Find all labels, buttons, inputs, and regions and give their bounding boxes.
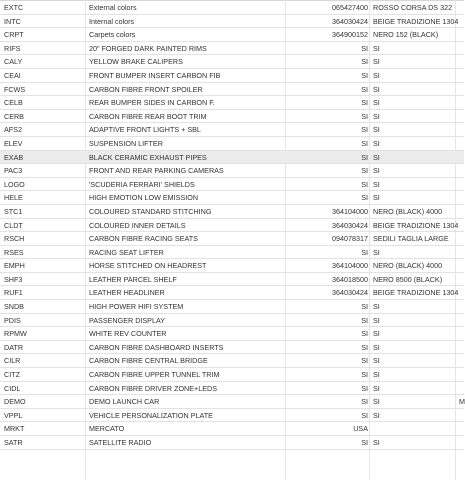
description-cell: SATELLITE RADIO [89,438,152,447]
value-code-cell: 364030424 [332,220,368,230]
table-row[interactable] [0,178,464,192]
description-cell: COLOURED STANDARD STITCHING [89,206,212,216]
value-text-cell: BEIGE TRADIZIONE 1304 [373,288,459,298]
table-body [0,1,464,450]
table-row[interactable] [0,246,464,260]
description-cell: FRONT BUMPER INSERT CARBON FIB [89,70,221,80]
table-row[interactable] [0,123,464,137]
option-code-cell: SNDB [4,302,24,312]
table-row[interactable] [0,42,464,56]
table-row[interactable] [0,164,464,178]
option-code-cell: PAC3 [4,166,23,176]
option-code-cell: STC1 [4,206,23,216]
table-row[interactable] [0,205,464,219]
option-code-cell: CELB [4,98,23,108]
option-code-cell: MRKT [4,424,25,434]
table-row[interactable] [0,55,464,69]
table-row[interactable] [0,382,464,396]
table-row[interactable] [0,273,464,287]
value-text-cell: SI [373,370,380,380]
option-code-cell: INTC [4,16,21,26]
value-code-cell: SI [361,247,368,257]
option-code-cell: SHF3 [4,274,23,284]
description-cell: 'SCUDERIA FERRARI' SHIELDS [89,179,195,189]
value-code-cell: SI [361,302,368,312]
description-cell: CARBON FIBRE UPPER TUNNEL TRIM [89,370,220,380]
value-text-cell: SI [373,397,380,407]
table-row[interactable] [0,422,464,436]
value-text-cell: SI [373,152,380,162]
value-code-cell: SI [361,166,368,176]
table-row[interactable] [0,341,464,355]
value-code-cell: SI [361,111,368,121]
option-code-cell: LOGO [4,179,25,189]
option-code-cell: CLDT [4,220,23,230]
option-code-cell: DEMO [4,397,26,407]
option-code-cell: VPPL [4,410,23,420]
table-row[interactable] [0,232,464,246]
description-cell: RACING SEAT LIFTER [89,247,164,257]
value-code-cell: 364018500 [332,274,368,284]
description-cell: CARBON FIBRE RACING SEATS [89,234,198,244]
table-row[interactable] [0,409,464,423]
description-cell: CARBON FIBRE DRIVER ZONE+LEDS [89,383,218,393]
description-cell: CARBON FIBRE CENTRAL BRIDGE [89,356,208,366]
value-text-cell: SI [373,356,380,366]
value-text-cell: SI [373,179,380,189]
value-text-cell: SI [373,247,380,257]
description-cell: LEATHER HEADLINER [89,288,165,298]
value-code-cell: SI [361,193,368,203]
value-code-cell: SI [361,57,368,67]
table-row[interactable] [0,219,464,233]
description-cell: HIGH POWER HIFI SYSTEM [89,302,184,312]
value-text-cell: SI [373,410,380,420]
value-text-cell: SI [373,342,380,352]
description-cell: Carpets colors [89,30,136,40]
value-text-cell: BEIGE TRADIZIONE 1304 [373,16,459,26]
value-code-cell: SI [361,329,368,339]
overflow-cell: M [459,397,465,407]
table-row[interactable] [0,69,464,83]
value-text-cell: SI [373,111,380,121]
table-row[interactable] [0,314,464,328]
option-code-cell: RIFS [4,43,21,53]
value-text-cell: NERO 152 (BLACK) [373,30,439,40]
table-row[interactable] [0,28,464,42]
table-row[interactable] [0,300,464,314]
value-text-cell: ROSSO CORSA DS 322 [373,3,453,12]
description-cell: LEATHER PARCEL SHELF [89,274,177,284]
value-code-cell: SI [361,383,368,393]
table-row[interactable] [0,137,464,151]
value-code-cell: SI [361,152,368,162]
description-cell: HIGH EMOTION LOW EMISSION [89,193,199,203]
option-code-cell: RSCH [4,234,25,244]
option-code-cell: CRPT [4,30,24,40]
option-code-cell: RSES [4,247,24,257]
value-text-cell: SI [373,166,380,176]
value-text-cell: SI [373,98,380,108]
table-row[interactable] [0,151,464,165]
description-cell: VEHICLE PERSONALIZATION PLATE [89,410,213,420]
table-row[interactable] [0,110,464,124]
value-code-cell: SI [361,70,368,80]
value-text-cell: BEIGE TRADIZIONE 1304 [373,220,459,230]
option-code-cell: ELEV [4,138,23,148]
value-code-cell: SI [361,370,368,380]
table-row[interactable] [0,191,464,205]
value-code-cell: 364030424 [332,16,368,26]
value-code-cell: SI [361,43,368,53]
value-code-cell: 364030424 [332,288,368,298]
value-code-cell: USA [353,424,368,434]
option-code-cell: FCWS [4,84,26,94]
value-text-cell: SEDILI TAGLIA LARGE [373,234,449,244]
option-code-cell: CEAI [4,70,21,80]
description-cell: PASSENGER DISPLAY [89,315,166,325]
description-cell: SUSPENSION LIFTER [89,138,163,148]
value-code-cell: SI [361,410,368,420]
value-code-cell: SI [361,125,368,135]
value-code-cell: 094078317 [332,234,368,244]
option-code-cell: SATR [4,438,23,447]
table-row[interactable] [0,286,464,300]
value-code-cell: SI [361,98,368,108]
description-cell: HORSE STITCHED ON HEADREST [89,261,207,271]
value-code-cell: SI [361,138,368,148]
table-row[interactable] [0,15,464,29]
description-cell: FRONT AND REAR PARKING CAMERAS [89,166,224,176]
value-code-cell: SI [361,84,368,94]
table-row[interactable] [0,83,464,97]
value-code-cell: SI [361,179,368,189]
description-cell: CARBON FIBRE DASHBOARD INSERTS [89,342,224,352]
value-code-cell: 364900152 [332,30,368,40]
description-cell: DEMO LAUNCH CAR [89,397,160,407]
table-row[interactable] [0,259,464,273]
value-code-cell: SI [361,342,368,352]
value-text-cell: SI [373,84,380,94]
value-code-cell: SI [361,356,368,366]
table-row[interactable] [0,1,464,15]
option-code-cell: CILR [4,356,21,366]
value-text-cell: SI [373,193,380,203]
description-cell: CARBON FIBRE REAR BOOT TRIM [89,111,207,121]
table-row[interactable] [0,327,464,341]
description-cell: Internal colors [89,16,135,26]
option-code-cell: CALY [4,57,23,67]
option-code-cell: HELE [4,193,23,203]
option-code-cell: CERB [4,111,24,121]
option-code-cell: CIDL [4,383,21,393]
description-cell: CARBON FIBRE FRONT SPOILER [89,84,203,94]
description-cell: External colors [89,3,137,12]
description-cell: YELLOW BRAKE CALIPERS [89,57,183,67]
value-text-cell: SI [373,302,380,312]
description-cell: 20" FORGED DARK PAINTED RIMS [89,43,207,53]
value-code-cell: SI [361,397,368,407]
table-row[interactable] [0,436,464,450]
table-row[interactable] [0,96,464,110]
option-code-cell: EXAB [4,152,24,162]
value-text-cell: SI [373,125,380,135]
table-row[interactable] [0,368,464,382]
option-code-cell: AFS2 [4,125,22,135]
description-cell: ADAPTIVE FRONT LIGHTS + SBL [89,125,201,135]
value-code-cell: 065427400 [332,3,368,12]
value-text-cell: SI [373,57,380,67]
value-text-cell: SI [373,315,380,325]
description-cell: REAR BUMPER SIDES IN CARBON F. [89,98,215,108]
option-code-cell: PDIS [4,315,21,325]
description-cell: MERCATO [89,424,125,434]
value-text-cell: SI [373,138,380,148]
value-code-cell: 364104000 [332,261,368,271]
value-text-cell: NERO (BLACK) 4000 [373,206,443,216]
description-cell: BLACK CERAMIC EXHAUST PIPES [89,152,207,162]
value-text-cell: SI [373,70,380,80]
description-cell: WHITE REV COUNTER [89,329,167,339]
value-code-cell: SI [361,438,368,447]
description-cell: COLOURED INNER DETAILS [89,220,186,230]
option-code-cell: EMPH [4,261,25,271]
value-text-cell: NERO (BLACK) 4000 [373,261,443,271]
value-text-cell: SI [373,43,380,53]
value-text-cell: SI [373,438,380,447]
option-code-cell: CITZ [4,370,20,380]
option-code-cell: EXTC [4,3,24,12]
value-text-cell: SI [373,383,380,393]
value-text-cell: SI [373,329,380,339]
option-code-cell: RUF1 [4,288,23,298]
option-code-cell: RPMW [4,329,27,339]
value-text-cell: NERO 8500 (BLACK) [373,274,443,284]
table-row[interactable] [0,354,464,368]
value-code-cell: SI [361,315,368,325]
value-code-cell: 364104000 [332,206,368,216]
option-code-cell: DATR [4,342,24,352]
table-row[interactable] [0,395,464,409]
